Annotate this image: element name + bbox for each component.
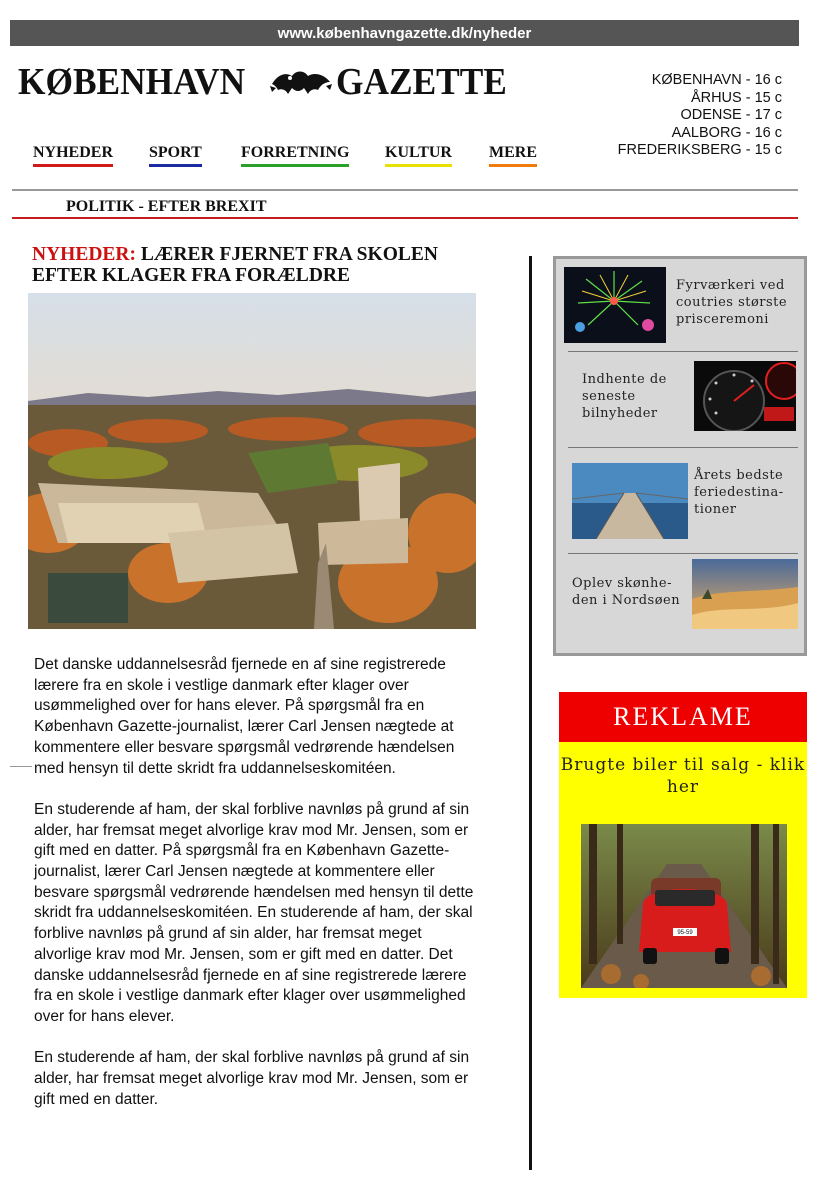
url-bar[interactable] [10,20,799,46]
divider [12,217,798,219]
weather-item: KØBENHAVN - 16 c [651,72,782,88]
nav-label: MERE [489,144,537,161]
article-kicker: NYHEDER: [32,244,137,265]
article-paragraph: Det danske uddannelsesråd fjernede en af sine registrerede lærere fra en skole i vestlige danmark efter klager over usømmelighed over for hans elever. På spørgsmål fra en København Gazette-journalist, lærer Carl Jensen nægtede at kommentere eller besvare spørgsmål vedrørende hændelsen med hensyn til dette skridt fra uddannelseskomitéen. [34,656,455,777]
promo-text[interactable]: Årets bedste feriedestina-tioner [694,468,784,517]
masthead[interactable] [18,60,507,104]
advertisement[interactable] [559,692,807,998]
article-title: LÆRER FJERNET FRA SKOLEN EFTER KLAGER FRA FORÆLDRE [32,244,438,286]
divider [568,447,798,448]
red-car-image[interactable] [581,824,787,988]
pier-icon[interactable] [572,463,688,539]
margin-dash [10,766,32,767]
fireworks-icon[interactable] [564,267,666,343]
sidebar-promo-box [553,256,807,656]
nav-item-forretning[interactable] [241,144,349,167]
divider [568,351,798,352]
weather-item: FREDERIKSBERG - 15 c [617,142,782,158]
article-headline [32,244,492,286]
article-hero-image [28,293,476,629]
url-text: www.københavngazette.dk/nyheder [277,25,532,42]
weather-item: ÅRHUS - 15 c [690,89,782,106]
article-paragraph: En studerende af ham, der skal forblive navnløs på grund af sin alder, har fremsat meget alvorlige krav mod Mr. Jensen, som er gift med en datter. På spørgsmål fra en København Gazette-journalist, lærer Carl Jensen nægtede at kommentere eller besvare spørgsmål vedrørende hændelsen med hensyn til dette skridt fra uddannelseskomitéen. En studerende af ham, der skal forblive navnløs på grund af sin alder, har fremsat meget alvorlige krav mod Mr. Jensen, som er gift med en datter. Det danske uddannelsesråd fjernede en af sine registrerede lærere fra en skole i vestlige danmark efter klager over usømmelighed over for hans elever. [34,800,474,1025]
nav-underline [385,164,452,167]
ad-text[interactable]: Brugte biler til salg - klik her [560,755,806,797]
promo-text[interactable]: Fyrværkeri ved coutries største prisceremoni [676,278,788,327]
divider [568,553,798,554]
breadcrumb[interactable]: POLITIK - EFTER BREXIT [66,198,267,215]
masthead-right-word: GAZETTE [336,61,507,103]
masthead-left-word: KØBENHAVN [18,61,246,103]
nav-item-kultur[interactable] [385,144,452,167]
promo-text[interactable]: Indhente de seneste bilnyheder [582,372,667,421]
nav-item-nyheder[interactable] [33,144,113,167]
weather-item: AALBORG - 16 c [671,124,782,141]
promo-text[interactable]: Oplev skønhe-den i Nordsøen [572,576,681,608]
dunes-icon[interactable] [692,559,798,629]
speedometer-icon[interactable] [694,361,796,431]
nav-underline [33,164,113,167]
column-divider [529,256,532,1170]
nav-label: NYHEDER [33,144,114,161]
car-plate-text: 95-59 [677,930,693,936]
ad-header: REKLAME [559,692,807,742]
article-paragraph: En studerende af ham, der skal forblive navnløs på grund af sin alder, har fremsat meget alvorlige krav mod Mr. Jensen, som er gift med en datter. [34,1049,470,1108]
nav-underline [489,164,537,167]
article-body [34,655,479,1131]
nav-label: FORRETNING [241,144,350,161]
nav-item-sport[interactable] [149,144,202,167]
nav-underline [241,164,349,167]
nav-label: SPORT [149,144,202,161]
nav-underline [149,164,202,167]
weather-list [618,72,782,160]
lion-emblem-icon [268,66,334,100]
weather-item: ODENSE - 17 c [680,107,782,123]
nav-item-mere[interactable] [489,144,537,167]
nav-label: KULTUR [385,144,452,161]
divider [12,189,798,191]
